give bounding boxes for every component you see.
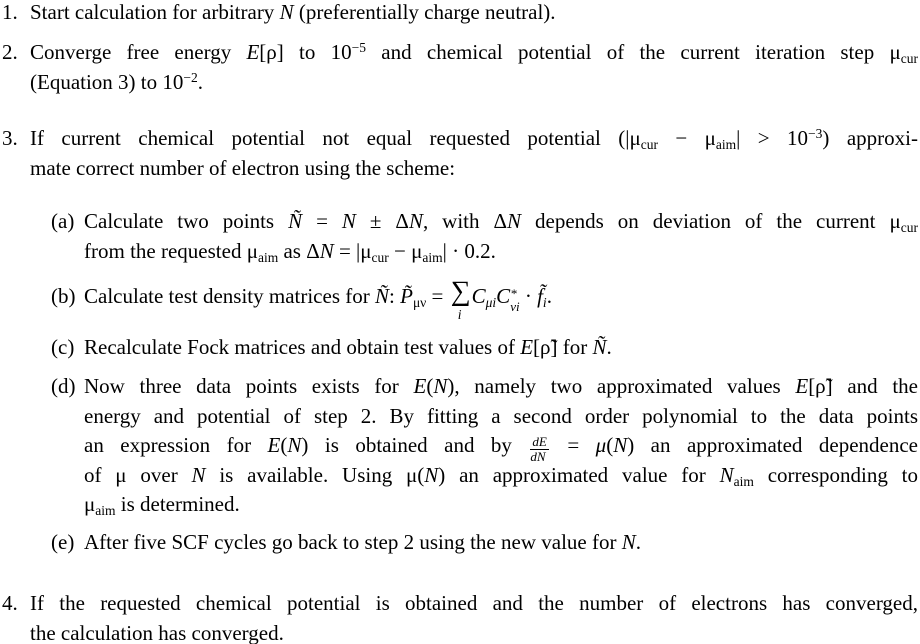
text-run: , with Δ xyxy=(422,209,508,233)
text-run: depends on deviation of the current μ xyxy=(521,209,901,233)
subscript: cur xyxy=(371,249,389,265)
subscript: μν xyxy=(412,295,427,310)
list-item-4-number: 4. xyxy=(2,591,18,615)
sub-item-b-label: (b) xyxy=(51,284,76,308)
subscript: aim xyxy=(733,473,754,489)
sub-item-a-body xyxy=(84,207,918,266)
text-run: | · 0.2. xyxy=(442,238,496,263)
sub-item-c-body xyxy=(84,333,918,363)
text-run: ( xyxy=(426,374,434,398)
text-run: ) is obtained and by xyxy=(301,433,529,457)
text-run: energy and potential of step 2. By fitting a second order polynomial to the data points xyxy=(84,403,918,428)
text-run: mate correct number of electron using the scheme: xyxy=(30,155,456,180)
sub-item-d-body xyxy=(84,372,918,520)
summation-index: i xyxy=(457,307,462,322)
sub-item-b-body xyxy=(84,276,918,322)
text-run: ) an approximated value for xyxy=(438,462,720,487)
text-run: is available. Using μ( xyxy=(205,462,425,487)
text-run: = |μ xyxy=(333,238,372,263)
math-variable: μ xyxy=(595,433,607,457)
stacked-subscript: νi xyxy=(510,299,520,314)
text-run: μ xyxy=(84,492,96,516)
math-variable: C xyxy=(471,284,486,308)
math-variable: N xyxy=(719,462,734,487)
math-variable: C xyxy=(496,284,511,308)
math-variable: Ñ xyxy=(375,284,390,308)
subscript: i xyxy=(542,295,547,310)
subscript: aim xyxy=(422,249,443,265)
fraction-denominator: dN xyxy=(530,449,546,464)
list-item-3-body xyxy=(30,124,918,183)
stacked-supsub xyxy=(510,287,519,313)
math-variable: N xyxy=(613,433,628,457)
math-variable: E xyxy=(520,335,534,359)
sub-item-a xyxy=(0,207,920,266)
text-run: Start calculation for arbitrary xyxy=(30,0,280,24)
sub-item-e-body xyxy=(84,528,918,558)
sub-item-d-label: (d) xyxy=(51,374,76,398)
text-run: and chemical potential of the current iteration step μ xyxy=(366,40,901,64)
text-line xyxy=(84,333,918,363)
subscript: μi xyxy=(485,295,497,310)
list-item-1 xyxy=(0,0,920,28)
subscript: cur xyxy=(900,51,918,66)
text-run: · xyxy=(519,284,538,308)
math-variable: P̃ xyxy=(400,284,413,308)
sub-item-a-label: (a) xyxy=(51,209,75,233)
text-line xyxy=(84,461,918,491)
text-run: = xyxy=(302,209,342,233)
subscript: aim xyxy=(257,249,279,265)
text-line xyxy=(84,372,918,402)
text-run: ( xyxy=(606,433,614,457)
text-line xyxy=(30,154,918,184)
math-variable: E xyxy=(413,374,427,398)
math-variable: N xyxy=(341,209,356,233)
text-run: . xyxy=(606,335,612,359)
superscript: −3 xyxy=(808,126,823,141)
text-run: ) an approximated dependence xyxy=(627,433,918,457)
text-line xyxy=(30,619,918,644)
math-variable: N xyxy=(621,530,636,554)
inline-fraction xyxy=(530,435,548,464)
text-line xyxy=(30,124,918,154)
text-run: ( xyxy=(280,433,288,457)
math-variable: N xyxy=(408,209,423,233)
text-run: . xyxy=(197,69,204,94)
superscript: −2 xyxy=(183,69,198,85)
sub-item-c-label: (c) xyxy=(51,335,75,359)
text-run: . xyxy=(635,530,641,554)
sub-item-b xyxy=(0,276,920,322)
math-variable: N xyxy=(319,238,334,263)
list-item-3 xyxy=(0,124,920,183)
list-item-1-body xyxy=(30,0,918,28)
text-line xyxy=(84,431,918,464)
text-run: : xyxy=(389,284,401,308)
text-run: (Equation 3) to 10 xyxy=(30,69,184,94)
math-variable: N xyxy=(507,209,522,233)
text-run: [ρ̃] for xyxy=(533,335,593,359)
text-run: from the requested μ xyxy=(84,238,258,263)
text-run: . xyxy=(546,284,552,308)
subscript: cur xyxy=(640,137,658,152)
sigma-glyph: ∑ xyxy=(450,276,471,307)
math-variable: f̃ xyxy=(537,284,543,308)
text-line xyxy=(30,0,918,28)
text-run: ) approxi- xyxy=(822,126,918,150)
text-run: [ρ̃] and the xyxy=(808,374,918,398)
text-run: | > 10 xyxy=(736,126,809,150)
text-line xyxy=(30,589,918,619)
text-run: = xyxy=(550,433,596,457)
fraction-numerator: dE xyxy=(532,434,547,449)
math-variable: N xyxy=(191,462,206,487)
text-run: Now three data points exists for xyxy=(84,374,414,398)
sub-item-c xyxy=(0,333,920,363)
text-run: Calculate test density matrices for xyxy=(84,284,375,308)
list-item-4 xyxy=(0,589,920,644)
text-run: − μ xyxy=(657,126,716,150)
text-run: Calculate two points xyxy=(84,209,289,233)
sub-item-e xyxy=(0,528,920,558)
math-variable: N xyxy=(279,0,294,24)
subscript: aim xyxy=(715,137,737,152)
sub-item-d xyxy=(0,372,920,520)
text-run: ± Δ xyxy=(355,209,409,233)
text-run: ), namely two approximated values xyxy=(447,374,796,398)
text-run: If the requested chemical potential is obtained and the number of electrons has converged, xyxy=(30,591,918,615)
text-run: Recalculate Fock matrices and obtain test values of xyxy=(84,335,521,359)
summation-operator xyxy=(450,276,471,322)
list-item-2-body xyxy=(30,38,918,97)
math-variable: E xyxy=(795,374,809,398)
text-line xyxy=(84,207,918,237)
list-item-1-number: 1. xyxy=(2,0,18,24)
text-run: the calculation has converged. xyxy=(30,620,284,644)
text-run: as Δ xyxy=(278,238,320,263)
list-item-2-number: 2. xyxy=(2,40,18,64)
superscript: −5 xyxy=(351,40,367,55)
text-run: an expression for xyxy=(84,433,268,457)
text-run: After five SCF cycles go back to step 2 using the new value for xyxy=(84,530,622,554)
text-run: If current chemical potential not equal requested potential (|μ xyxy=(30,126,641,150)
text-line xyxy=(84,276,918,322)
text-run: is determined. xyxy=(115,492,240,516)
text-run: (preferentially charge neutral). xyxy=(293,0,556,24)
math-variable: E xyxy=(246,40,260,64)
list-item-3-number: 3. xyxy=(2,126,18,150)
text-run: [ρ] to 10 xyxy=(259,40,352,64)
stacked-superscript: * xyxy=(510,286,517,301)
text-run: − μ xyxy=(388,238,423,263)
math-variable: N xyxy=(424,462,439,487)
text-run: corresponding to xyxy=(753,462,918,487)
text-run: of μ over xyxy=(84,462,192,487)
text-line xyxy=(84,237,918,267)
subscript: cur xyxy=(900,220,918,235)
math-variable: E xyxy=(267,433,281,457)
sub-item-e-label: (e) xyxy=(51,530,75,554)
text-line xyxy=(84,528,918,558)
text-line xyxy=(30,38,918,68)
list-item-2 xyxy=(0,38,920,97)
math-variable: N xyxy=(287,433,302,457)
math-variable: Ñ xyxy=(288,209,303,233)
text-line xyxy=(30,68,918,98)
list-item-4-body xyxy=(30,589,918,644)
text-run: = xyxy=(426,284,449,308)
subscript: aim xyxy=(95,503,116,518)
text-run: Converge free energy xyxy=(30,40,247,64)
text-line xyxy=(84,490,918,520)
text-line xyxy=(84,402,918,432)
math-variable: Ñ xyxy=(592,335,607,359)
math-variable: N xyxy=(433,374,448,398)
